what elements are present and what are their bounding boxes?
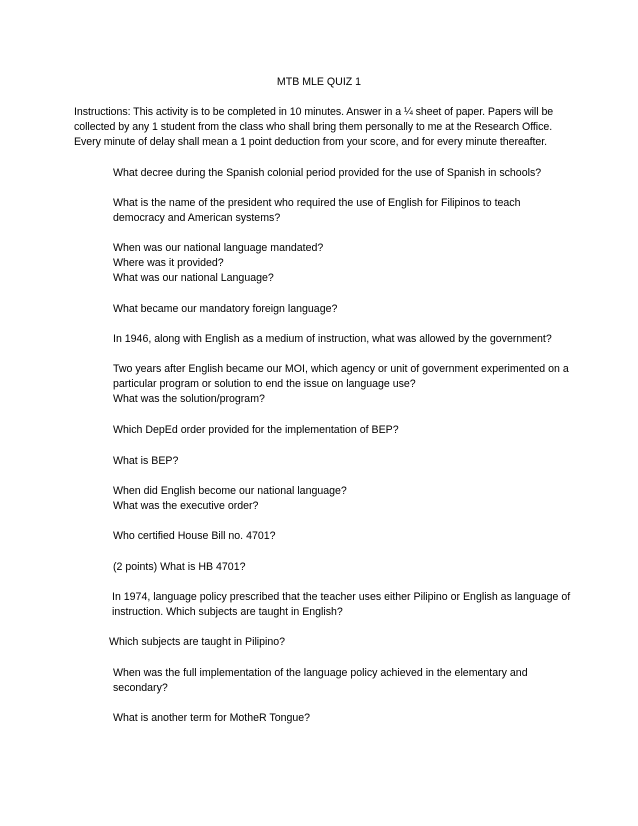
- question-text: What became our mandatory foreign language?: [113, 303, 338, 315]
- question-15: [113, 711, 573, 726]
- question-text: What was our national Language?: [113, 272, 274, 284]
- question-10: [113, 529, 573, 544]
- question-11: [113, 560, 573, 575]
- question-8: [113, 454, 573, 469]
- question-text: Who certified House Bill no. 4701?: [113, 530, 276, 542]
- question-text: When did English become our national language?: [113, 485, 347, 497]
- question-9: [113, 484, 573, 514]
- question-2: [113, 196, 573, 226]
- question-text: Where was it provided?: [113, 257, 224, 269]
- question-text: When was the full implementation of the language policy achieved in the elementary and secondary?: [113, 667, 528, 694]
- question-6: [113, 362, 573, 407]
- question-13: [109, 635, 569, 650]
- question-text: What decree during the Spanish colonial period provided for the use of Spanish in schools?: [113, 167, 542, 179]
- question-text: What was the executive order?: [113, 500, 259, 512]
- question-text: In 1946, along with English as a medium of instruction, what was allowed by the government?: [113, 333, 552, 345]
- question-12: [112, 590, 577, 620]
- question-text: Which DepEd order provided for the implementation of BEP?: [113, 424, 399, 436]
- question-3: [113, 241, 573, 286]
- question-4: [113, 302, 573, 317]
- question-7: [113, 423, 573, 438]
- question-text: Two years after English became our MOI, which agency or unit of government experimented on a particular program or solution to end the issue on language use?: [113, 363, 569, 390]
- question-text: (2 points) What is HB 4701?: [113, 561, 246, 573]
- question-text: When was our national language mandated?: [113, 242, 324, 254]
- question-14: [113, 666, 573, 696]
- quiz-instructions: Instructions: This activity is to be completed in 10 minutes. Answer in a ¼ sheet of paper. Papers will be collected by any 1 student from the class who shall bring them personally to me at the Research Office. Every minute of delay shall mean a 1 point deduction from your score, and for every minute thereafter.: [74, 106, 554, 148]
- question-text: In 1974, language policy prescribed that the teacher uses either Pilipino or English as language of instruction. Which subjects are taught in English?: [112, 591, 571, 618]
- quiz-title: MTB MLE QUIZ 1: [276, 76, 362, 88]
- question-5: [113, 332, 573, 347]
- question-text: Which subjects are taught in Pilipino?: [109, 636, 286, 648]
- question-text: What was the solution/program?: [113, 393, 265, 405]
- question-1: [113, 166, 573, 181]
- question-text: What is BEP?: [113, 455, 179, 467]
- question-text: What is another term for MotheR Tongue?: [113, 712, 311, 724]
- question-text: What is the name of the president who required the use of English for Filipinos to teach democracy and American systems?: [113, 197, 521, 224]
